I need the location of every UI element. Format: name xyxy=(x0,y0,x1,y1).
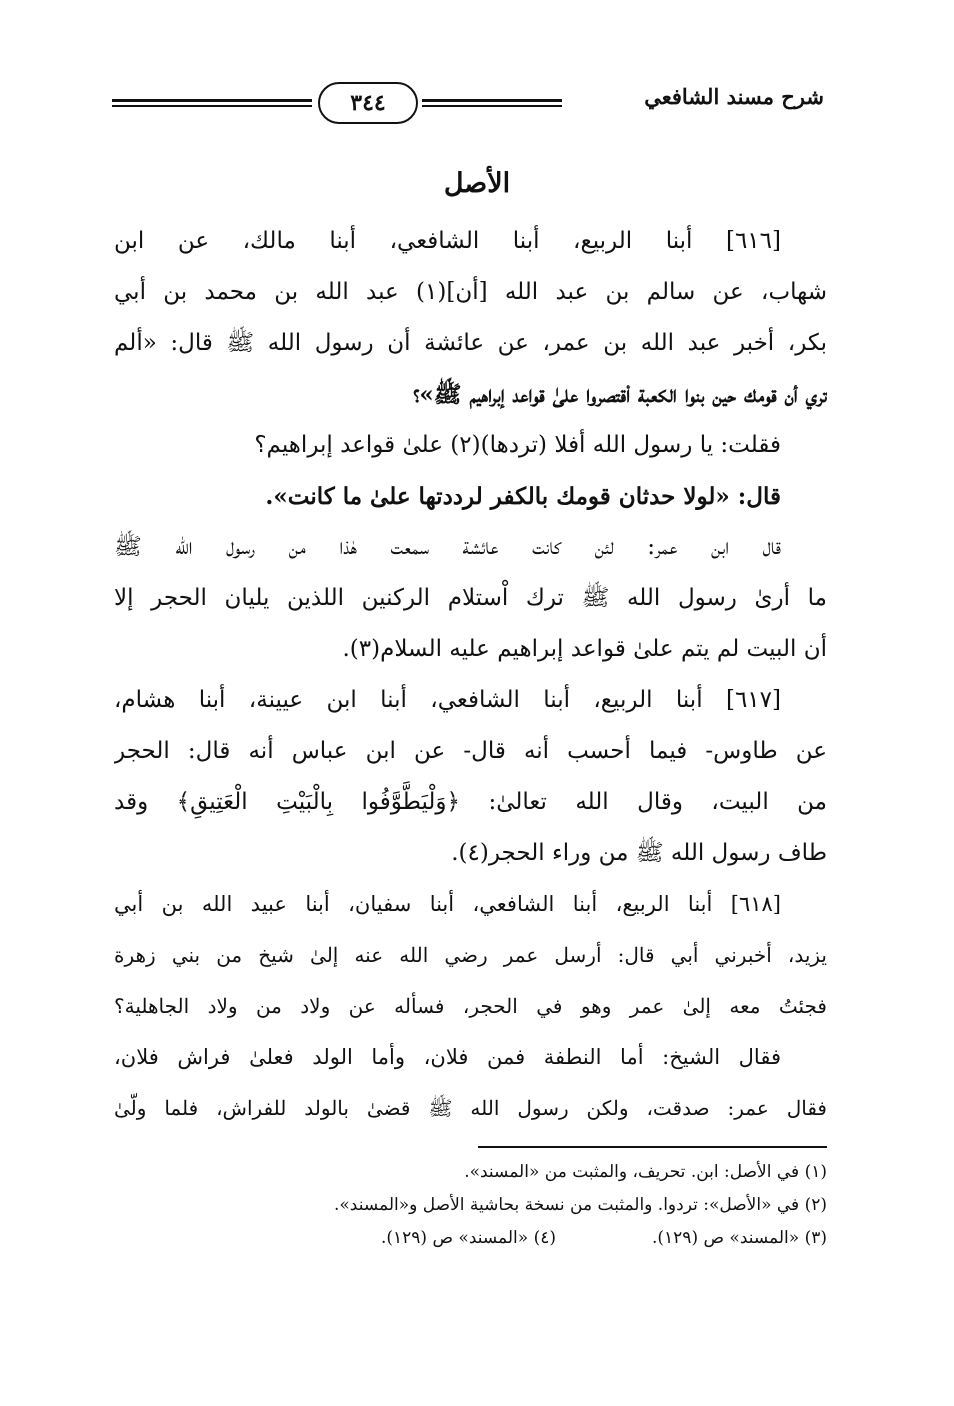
header-rule-middle-thin xyxy=(422,105,562,107)
text-line: قال ابن عمر: لئن كانت عائشة سمعت هٰذا من رسول الله ﷺ xyxy=(114,534,781,560)
text-line: عن طاوس- فيما أحسب أنه قال- عن ابن عباس أنه قال: الحجر xyxy=(114,738,827,764)
text-line: أن البيت لم يتم علىٰ قواعد إبراهيم عليه السلام(٣). xyxy=(342,636,827,662)
text-line: فقلت: يا رسول الله أفلا (تردها)(٢) علىٰ قواعد إبراهيم؟ xyxy=(254,432,781,458)
footnote: (٢) في «الأصل»: تردوا. والمثبت من نسخة بحاشية الأصل و«المسند». xyxy=(333,1195,827,1215)
text-line: طاف رسول الله ﷺ من وراء الحجر(٤). xyxy=(451,840,827,866)
main-text xyxy=(114,216,827,1134)
text-line: قال: «لولا حدثان قومك بالكفر لرددتها علىٰ ما كانت». xyxy=(265,483,781,510)
text-line: فقال الشيخ: أما النطفة فمن فلان، وأما الولد فعلىٰ فراش فلان، xyxy=(114,1045,781,1069)
text-line: فقال عمر: صدقت، ولكن رسول الله ﷺ قضىٰ بالولد للفراش، فلما ولّىٰ xyxy=(114,1096,827,1120)
header-rule-middle xyxy=(422,99,562,102)
text-line: يزيد، أخبرني أبي قال: أرسل عمر رضي الله عنه إلىٰ شيخ من بني زهرة xyxy=(114,943,827,967)
text-line: [٦١٧] أبنا الربيع، أبنا الشافعي، أبنا ابن عيينة، أبنا هشام، xyxy=(114,687,781,713)
header-rule-left xyxy=(112,99,312,102)
footnote-row xyxy=(200,1222,827,1255)
footnote: (٤) «المسند» ص (١٢٩). xyxy=(380,1228,556,1248)
footnote: (١) في الأصل: ابن. تحريف، والمثبت من «المسند». xyxy=(464,1162,827,1182)
footnote-separator xyxy=(478,1146,827,1148)
text-line: شهاب، عن سالم بن عبد الله [أن](١) عبد الله بن محمد بن أبي xyxy=(114,279,827,305)
header-title: شرح مسند الشافعي xyxy=(644,84,824,109)
text-line: فجئتُ معه إلىٰ عمر وهو في الحجر، فسأله عن ولاد من ولاد الجاهلية؟ xyxy=(114,994,827,1018)
footnote: (٣) «المسند» ص (١٢٩). xyxy=(651,1228,827,1248)
footnotes xyxy=(200,1156,827,1255)
text-line: [٦١٨] أبنا الربيع، أبنا الشافعي، أبنا سفيان، أبنا عبيد الله بن أبي xyxy=(114,892,781,916)
text-line: من البيت، وقال الله تعالىٰ: ﴿وَلْيَطَّوَّفُوا بِالْبَيْتِ الْعَتِيقِ﴾ وقد xyxy=(114,789,827,815)
page-number-badge: ٣٤٤ xyxy=(318,82,418,124)
text-line: [٦١٦] أبنا الربيع، أبنا الشافعي، أبنا مالك، عن ابن xyxy=(114,228,781,254)
text-line: ما أرىٰ رسول الله ﷺ ترك اْستلام الركنين اللذين يليان الحجر إلا xyxy=(114,585,827,611)
header-rule-left-thin xyxy=(112,105,312,107)
running-header xyxy=(112,82,824,126)
section-title: الأصل xyxy=(443,168,511,199)
text-line: تري أن قومك حين بنوا الكعبة اْقتصروا علىٰ قواعد إبراهيم ﷺ»؟ xyxy=(413,381,827,408)
text-line: بكر، أخبر عبد الله بن عمر، عن عائشة أن رسول الله ﷺ قال: «ألم xyxy=(114,330,827,356)
